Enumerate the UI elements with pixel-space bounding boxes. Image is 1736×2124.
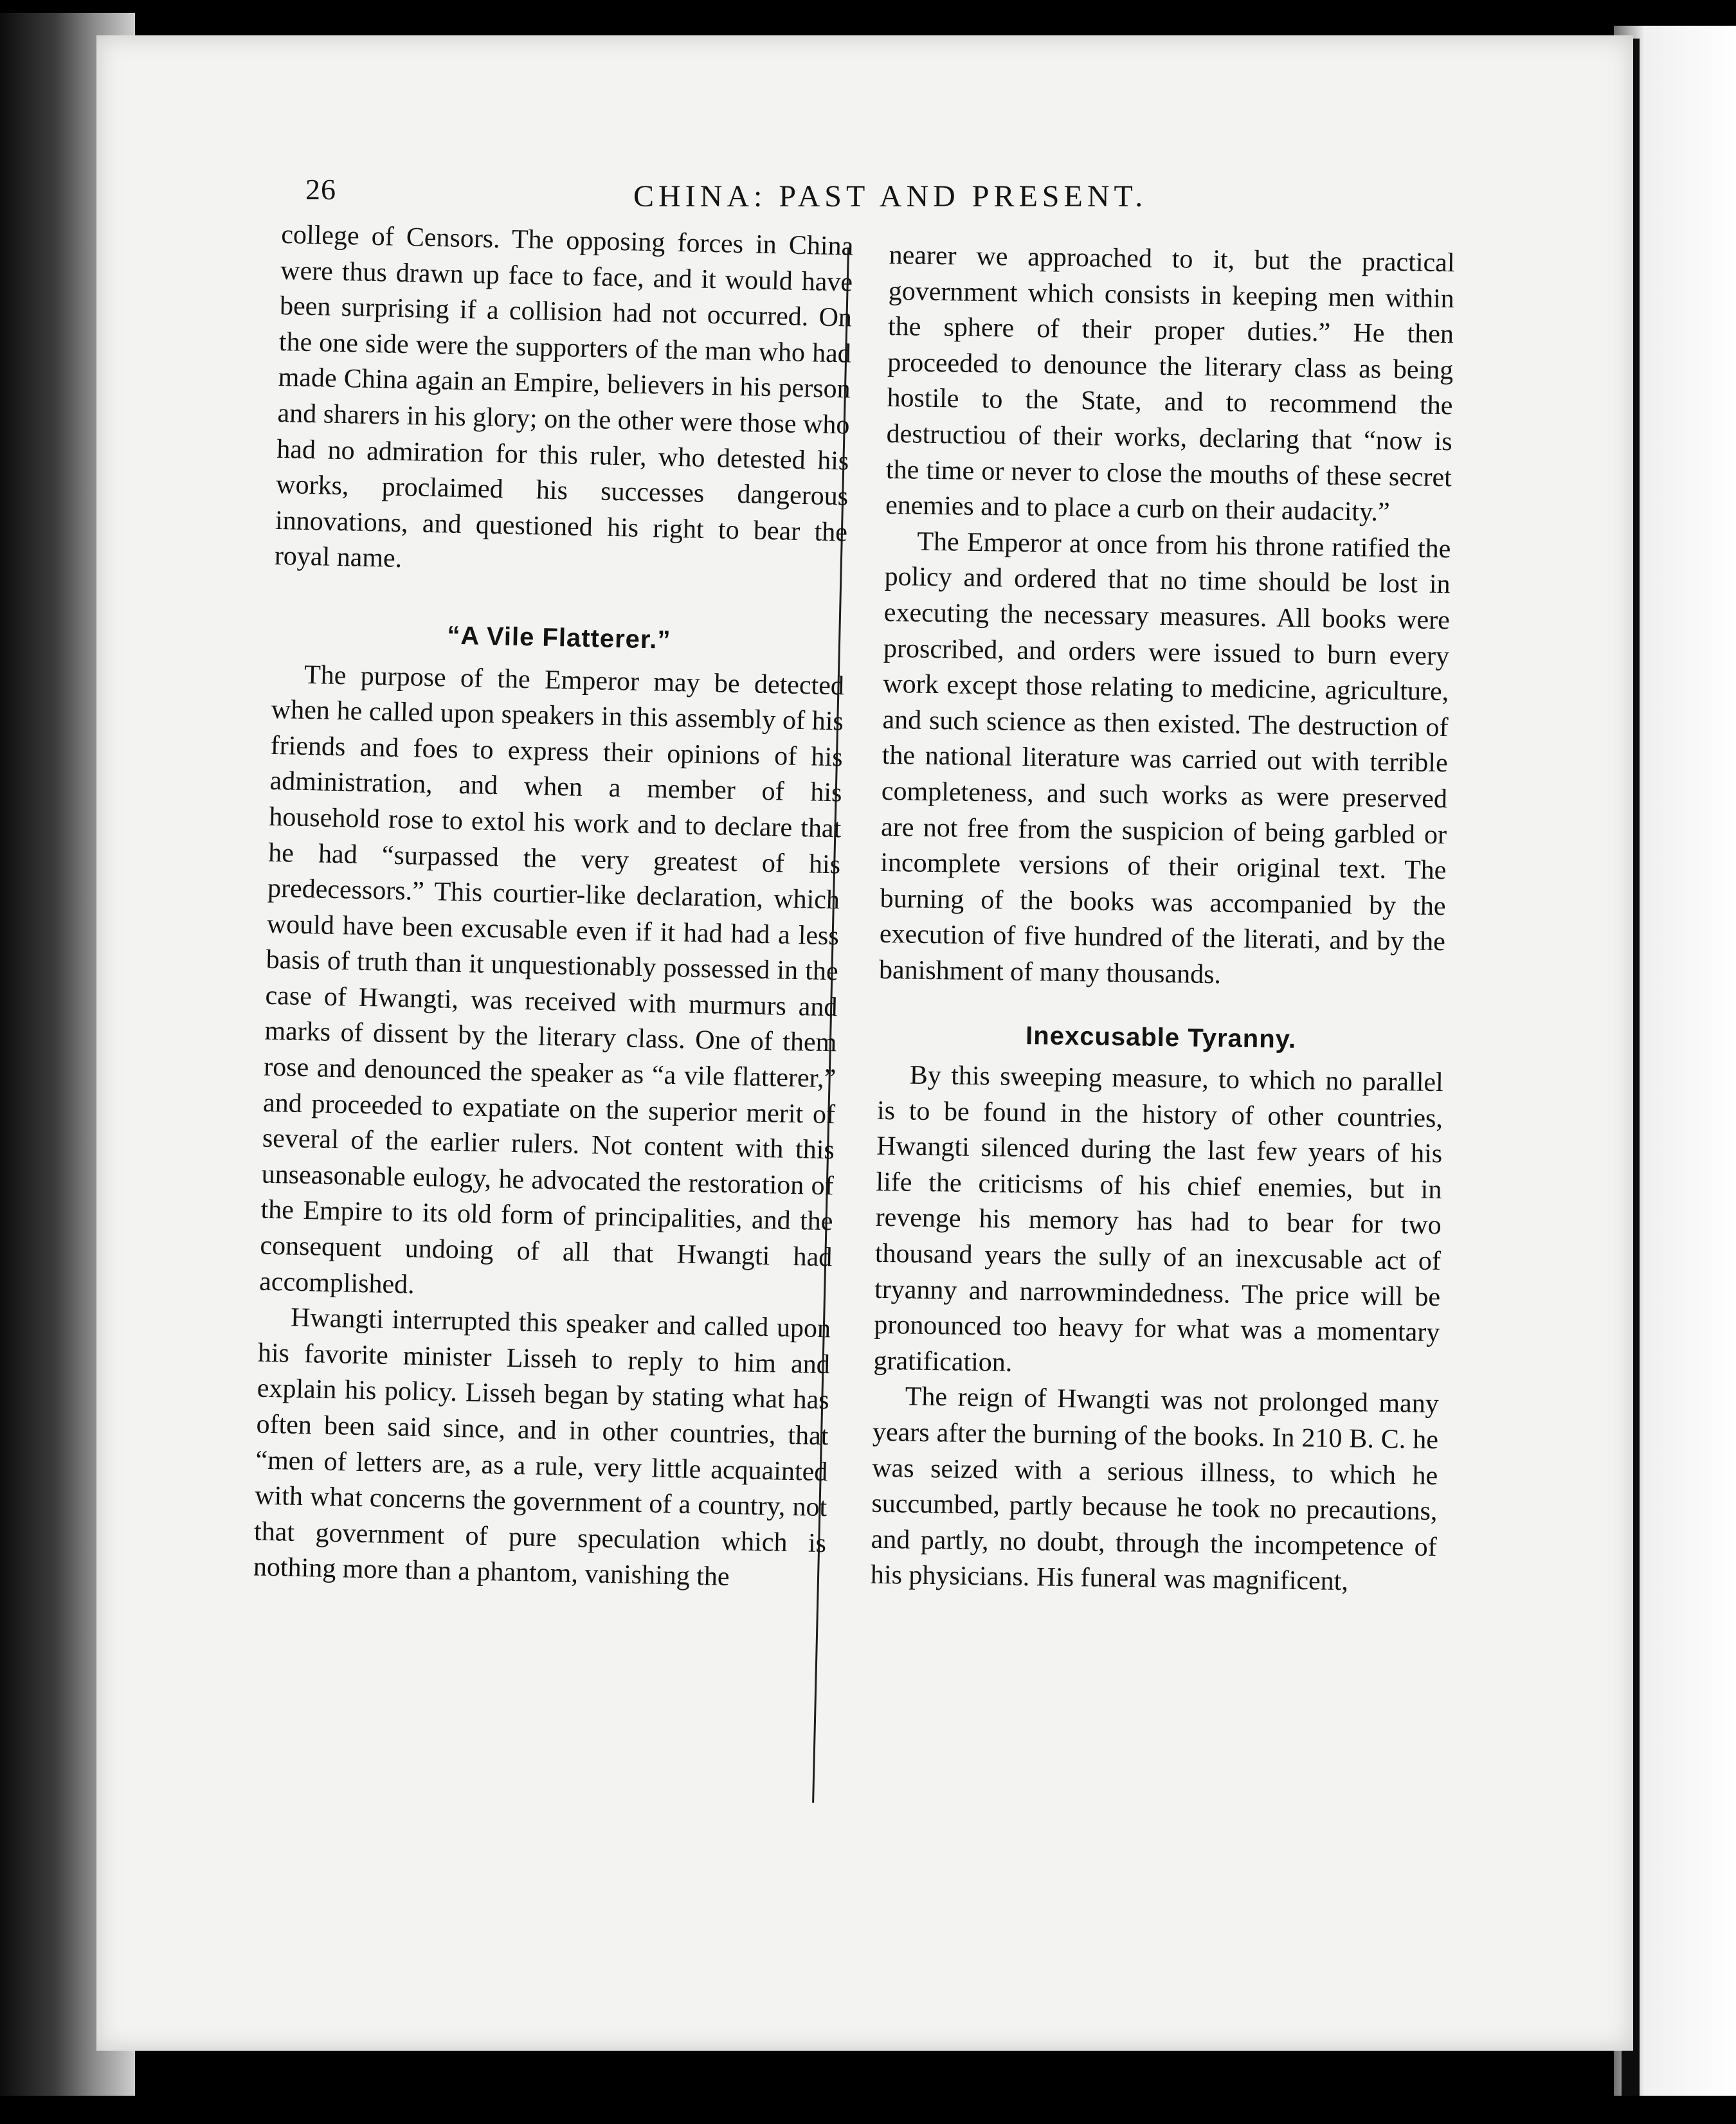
section-heading: Inexcusable Tyranny. (1025, 1022, 1297, 1054)
running-title: CHINA: PAST AND PRESENT. (633, 179, 1148, 213)
paragraph: Hwangti interrupted this speaker and called upon his favorite minister Lisseh to reply to him and explain his policy. Lisseh began by stating what has often been said since, and in other countries, that “men of letters are, as a rule, very little acquainted with what concerns the government of a country, not that government of pure speculation which is nothing more than a phantom, vanishing the (253, 1302, 831, 1592)
paragraph: college of Censors. The opposing forces in China were thus drawn up face to face, and it would have been surprising if a collision had not occurred. On the one side were the supporters of the man who had made China again an Empire, believers in his person and sharers in his glory; on the other were those who had no admiration for this ruler, who detested his works, proclaimed his successes dangerous innovations, and questioned his right to bear the royal name. (274, 219, 854, 574)
right-column (871, 238, 1455, 1601)
paragraph: The Emperor at once from his throne ratified the policy and ordered that no time should be lost in executing the necessary measures. All books were proscribed, and orders were issued to burn every work except those relating to medicine, agriculture, and such science as then existed. The destruction of the national literature was carried out with terrible completeness, and such works as were preserved are not free from the suspicion of being garbled or incomplete versions of their original text. The burning of the books was accompanied by the execution of five hundred of the literati, and by the banishment of many thousands. (878, 526, 1451, 990)
page-number: 26 (305, 173, 336, 206)
paragraph: The reign of Hwangti was not prolonged many years after the burning of the books. In 210 B. C. he was seized with a serious illness, to which he succumbed, partly because he took no precautions, and partly, no doubt, through the incompetence of his physicians. His funeral was magnificent, (870, 1382, 1440, 1597)
paragraph: The purpose of the Emperor may be detected when he called upon speakers in this assembly of his friends and foes to express their opinions of his administration, and when a member of his household rose to extol his work and to declare that he had “surpassed the very greatest of his predecessors.” This courtier-like declaration, which would have been excusable even if it had had a less basis of truth than it unquestionably possessed in the case of Hwangti, was received with murmurs and marks of dissent by the literary class. One of them rose and denounced the speaker as “a vile flatterer,” and proceeded to expatiate on the superior merit of several of the earlier rulers. Not content with this unseasonable eulogy, he advocated the restoration of the Empire to its old form of principalities, and the consequent undoing of all that Hwangti had accomplished. (258, 660, 845, 1300)
left-column (253, 217, 853, 1598)
paragraph: nearer we approached to it, but the practical government which consists in keeping men within the sphere of their proper duties.” He then proceeded to denounce the literary class as being hostile to the State, and to recommend the destructiou of their works, declaring that “now is the time or never to close the mouths of these secret enemies and to place a curb on their audacity.” (885, 240, 1455, 528)
section-heading: “A Vile Flatterer.” (446, 621, 671, 654)
paragraph: By this sweeping measure, to which no parallel is to be found in the history of other countries, Hwangti silenced during the last few years of his life the criticisms of his chief enemies, but in revenge his memory has had to bear for two thousand years the sully of an inexcusable act of tryanny and narrowmindedness. The price will be pronounced too heavy for what was a momentary gratification. (873, 1060, 1444, 1378)
